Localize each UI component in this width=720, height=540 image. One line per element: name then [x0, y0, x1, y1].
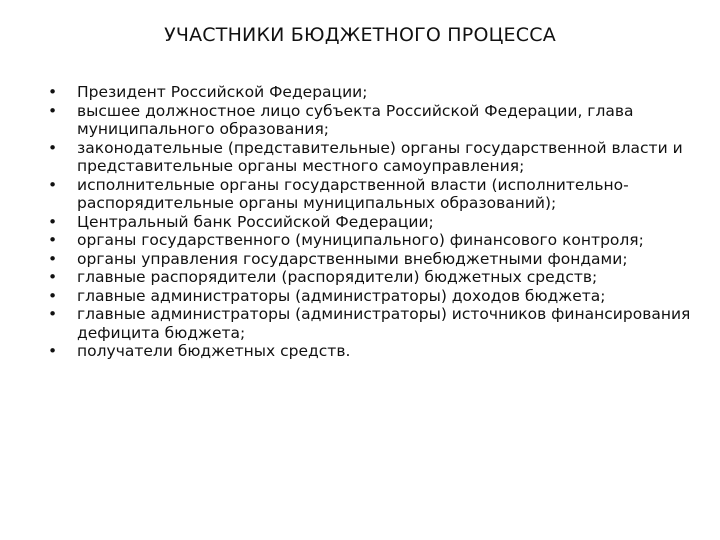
list-item: [44, 102, 694, 139]
list-item-text: главные распорядители (распорядители) бюджетных средств;: [77, 268, 598, 286]
list-item-text: органы государственного (муниципального) финансового контроля;: [77, 231, 644, 249]
list-item: [44, 250, 694, 269]
list-item-text: высшее должностное лицо субъекта Российской Федерации, глава муниципального образования;: [77, 101, 634, 138]
bullet-icon: •: [48, 268, 58, 286]
list-item: [44, 342, 694, 361]
list-item-text: Центральный банк Российской Федерации;: [77, 212, 434, 231]
bullet-icon: •: [48, 138, 58, 157]
participants-list: [44, 83, 694, 361]
list-item: [44, 176, 694, 213]
slide-title: УЧАСТНИКИ БЮДЖЕТНОГО ПРОЦЕССА: [164, 24, 556, 46]
list-item-text: получатели бюджетных средств.: [77, 342, 351, 360]
bullet-icon: •: [48, 286, 58, 305]
bullet-icon: •: [48, 249, 58, 268]
list-item: [44, 231, 694, 250]
bullet-icon: •: [48, 231, 58, 249]
list-item-text: главные администраторы (администраторы) источников финансирования дефицита бюджета;: [77, 305, 691, 342]
list-item: [44, 139, 694, 176]
list-item: [44, 213, 694, 232]
list-item: [44, 268, 694, 287]
list-item: [44, 287, 694, 306]
bullet-icon: •: [48, 305, 58, 323]
list-item-text: главные администраторы (администраторы) доходов бюджета;: [77, 286, 606, 305]
list-item-text: исполнительные органы государственной власти (исполнительно-распорядительные органы муниципальных образований);: [77, 175, 629, 212]
list-item-text: Президент Российской Федерации;: [77, 83, 368, 101]
bullet-icon: •: [48, 175, 58, 194]
bullet-icon: •: [48, 342, 58, 360]
list-item: [44, 83, 694, 102]
bullet-icon: •: [48, 212, 58, 231]
bullet-icon: •: [48, 83, 58, 101]
bullet-icon: •: [48, 101, 58, 120]
list-item-text: органы управления государственными внебюджетными фондами;: [77, 249, 628, 268]
list-item-text: законодательные (представительные) органы государственной власти и представительные органы местного самоуправления;: [77, 138, 683, 175]
list-item: [44, 305, 694, 342]
